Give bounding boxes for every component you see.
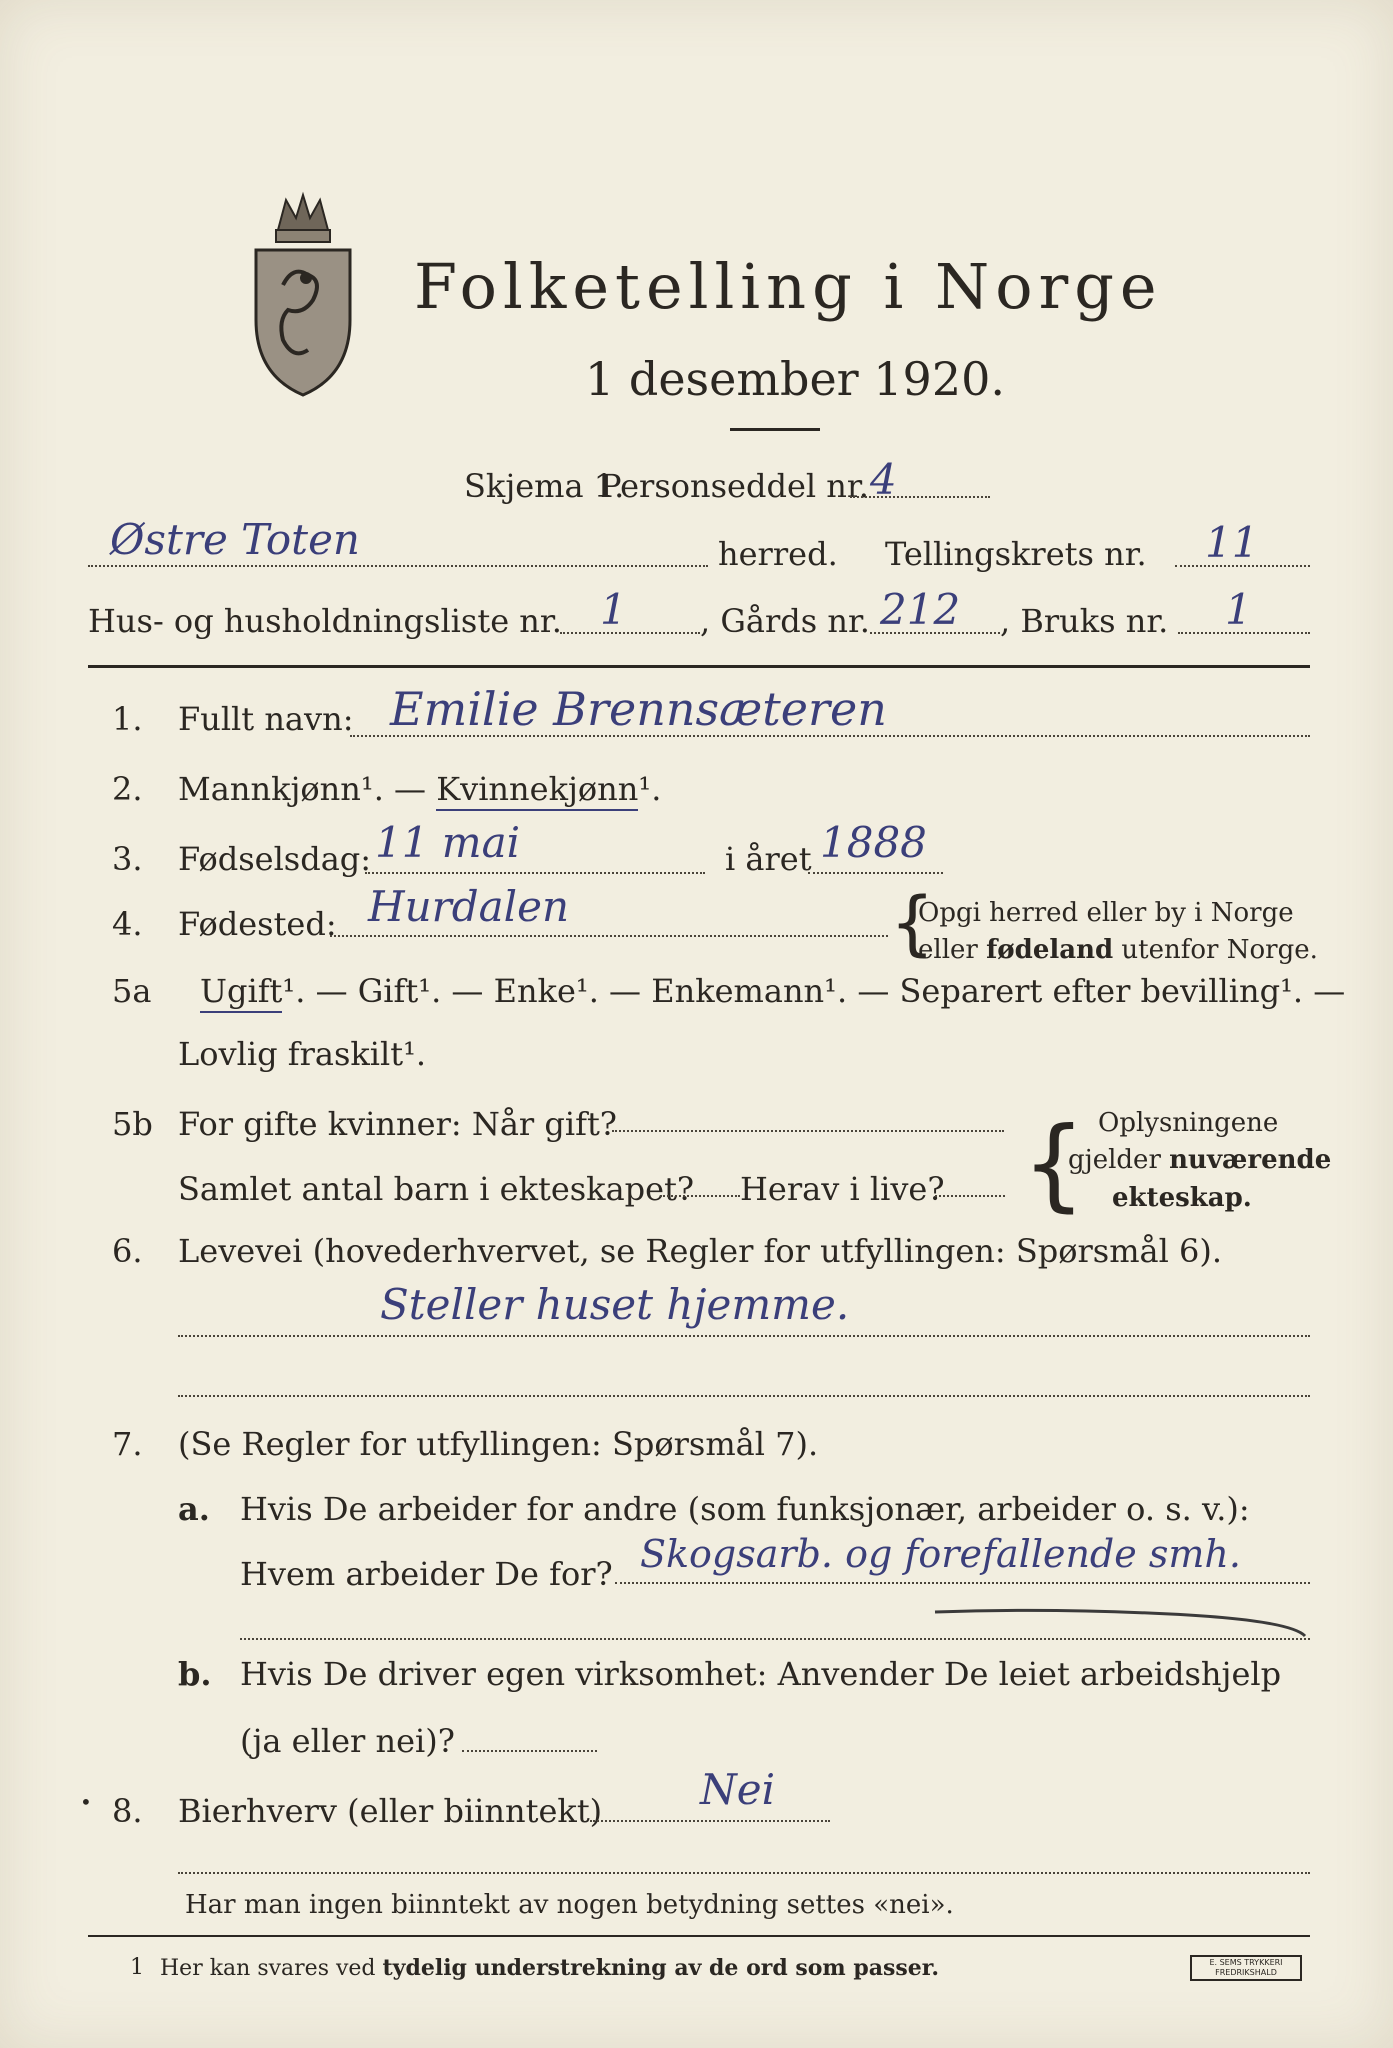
footer-note: Har man ingen biinntekt av nogen betydning settes «nei».: [185, 1890, 954, 1920]
herred-line: [88, 565, 708, 567]
q4-note-line1: Opgi herred eller by i Norge: [918, 898, 1294, 928]
q5b-number: 5b: [112, 1105, 153, 1143]
q4-birthplace[interactable]: Hurdalen: [368, 882, 570, 931]
q7-number: 7.: [112, 1425, 143, 1463]
gards-value[interactable]: 212: [880, 585, 961, 634]
bruks-label: , Bruks nr.: [1000, 602, 1169, 640]
q7-label: (Se Regler for utfyllingen: Spørsmål 7).: [178, 1425, 819, 1463]
q2-footnote-mark: ¹.: [638, 770, 662, 808]
personseddel-label: Personseddel nr.: [600, 467, 869, 505]
form-title: Folketelling i Norge: [414, 250, 1163, 323]
q5a-options: [200, 972, 1345, 1010]
q5a-other-options[interactable]: ¹. — Gift¹. — Enke¹. — Enkemann¹. — Separert efter bevilling¹. —: [282, 972, 1346, 1010]
coat-of-arms-icon: [248, 190, 358, 400]
q2-sex-options: [178, 770, 661, 808]
q8-line2: [178, 1872, 1310, 1874]
hus-label: Hus- og husholdningsliste nr.: [88, 602, 562, 640]
q7a-letter: a.: [178, 1490, 210, 1528]
personseddel-value[interactable]: 4: [870, 455, 897, 504]
q5a-number: 5a: [112, 972, 152, 1010]
q2-number: 2.: [112, 770, 143, 808]
q5b-note-text-b: nuværende: [1169, 1145, 1332, 1175]
hus-value[interactable]: 1: [600, 585, 627, 634]
q8-number: 8.: [112, 1792, 143, 1830]
footnote-text: [160, 1955, 939, 1981]
q5b-note-text-a: gjelder: [1068, 1145, 1170, 1175]
q7b-line: [462, 1750, 597, 1752]
q4-brace: {: [890, 882, 935, 964]
q5b-note-line1: Oplysningene: [1098, 1108, 1279, 1138]
herred-value[interactable]: Østre Toten: [110, 515, 360, 564]
q5a-option-ugift[interactable]: Ugift: [200, 972, 282, 1013]
q1-full-name[interactable]: Emilie Brennsæteren: [390, 682, 887, 736]
q1-number: 1.: [112, 700, 143, 738]
header-separator: [88, 665, 1310, 668]
q8-secondary-income[interactable]: Nei: [700, 1765, 776, 1814]
q6-line2: [178, 1395, 1310, 1397]
printer-stamp: E. SEMS TRYKKERI FREDRIKSHALD: [1190, 1955, 1302, 1981]
q7b-question: (ja eller nei)?: [240, 1722, 455, 1760]
skjema-label: Skjema 1.: [464, 467, 625, 505]
strikethrough-mark: [930, 1600, 1310, 1640]
q6-label: Levevei (hovederhvervet, se Regler for utfyllingen: Spørsmål 6).: [178, 1232, 1223, 1270]
q8-label: Bierhverv (eller biinntekt): [178, 1792, 603, 1830]
q4-note-text-b: fødeland: [986, 935, 1114, 965]
q6-number: 6.: [112, 1232, 143, 1270]
q4-line: [330, 935, 888, 937]
q7a-employer[interactable]: Skogsarb. og forefallende smh.: [640, 1532, 1241, 1576]
q7a-line: [615, 1582, 1310, 1584]
footnote-number: 1: [130, 1955, 144, 1980]
footnote-text-b: tydelig understrekning av de ord som passer.: [382, 1955, 940, 1981]
q3-number: 3.: [112, 840, 143, 878]
q7a-question: Hvem arbeider De for?: [240, 1555, 613, 1593]
q7b-label: Hvis De driver egen virksomhet: Anvender De leiet arbeidshjelp: [240, 1655, 1282, 1693]
q4-label: Fødested:: [178, 905, 337, 943]
q6-line1: [178, 1335, 1310, 1337]
q2-option-male[interactable]: Mannkjønn¹. —: [178, 770, 437, 808]
q4-note-text-a: eller: [918, 935, 987, 965]
q5a-line2[interactable]: Lovlig fraskilt¹.: [178, 1035, 427, 1073]
q5b-children-line: [660, 1195, 740, 1197]
footer-separator: [88, 1935, 1310, 1937]
tellingskrets-value[interactable]: 11: [1205, 518, 1259, 567]
q5b-label-children: Samlet antal barn i ekteskapet?: [178, 1170, 695, 1208]
q3-day-line: [365, 872, 705, 874]
q5b-brace: {: [1022, 1105, 1086, 1222]
herred-label: herred.: [718, 535, 838, 573]
q5b-note-line3: ekteskap.: [1112, 1183, 1252, 1213]
q1-label: Fullt navn:: [178, 700, 354, 738]
gards-label: , Gårds nr.: [700, 602, 870, 640]
q3-label: Fødselsdag:: [178, 840, 372, 878]
q3-year-line: [808, 872, 943, 874]
q3-year-label: i året: [725, 840, 812, 878]
q3-birth-day[interactable]: 11 mai: [375, 818, 521, 867]
bruks-value[interactable]: 1: [1225, 585, 1252, 634]
q4-number: 4.: [112, 905, 143, 943]
q4-note-text-c: utenfor Norge.: [1113, 935, 1318, 965]
form-date: 1 desember 1920.: [585, 352, 1005, 406]
q5b-label-married: For gifte kvinner: Når gift?: [178, 1105, 617, 1143]
q5b-label-alive: Herav i live?: [740, 1170, 945, 1208]
q5b-alive-line: [935, 1195, 1005, 1197]
footnote-text-a: Her kan svares ved: [160, 1956, 383, 1981]
q3-birth-year[interactable]: 1888: [820, 818, 927, 867]
q7b-letter: b.: [178, 1655, 212, 1693]
q8-line: [590, 1820, 830, 1822]
q7a-label: Hvis De arbeider for andre (som funksjonær, arbeider o. s. v.):: [240, 1490, 1250, 1528]
q6-occupation[interactable]: Steller huset hjemme.: [380, 1280, 850, 1329]
title-divider: [730, 428, 820, 431]
q2-option-female[interactable]: Kvinnekjønn: [436, 770, 638, 811]
q5b-note-line2: [1068, 1145, 1331, 1175]
hus-line: [560, 632, 700, 634]
margin-dot: •: [80, 1790, 92, 1814]
q5b-married-line: [612, 1130, 1004, 1132]
tellingskrets-label: Tellingskrets nr.: [885, 535, 1147, 573]
q4-note-line2: [918, 935, 1318, 965]
